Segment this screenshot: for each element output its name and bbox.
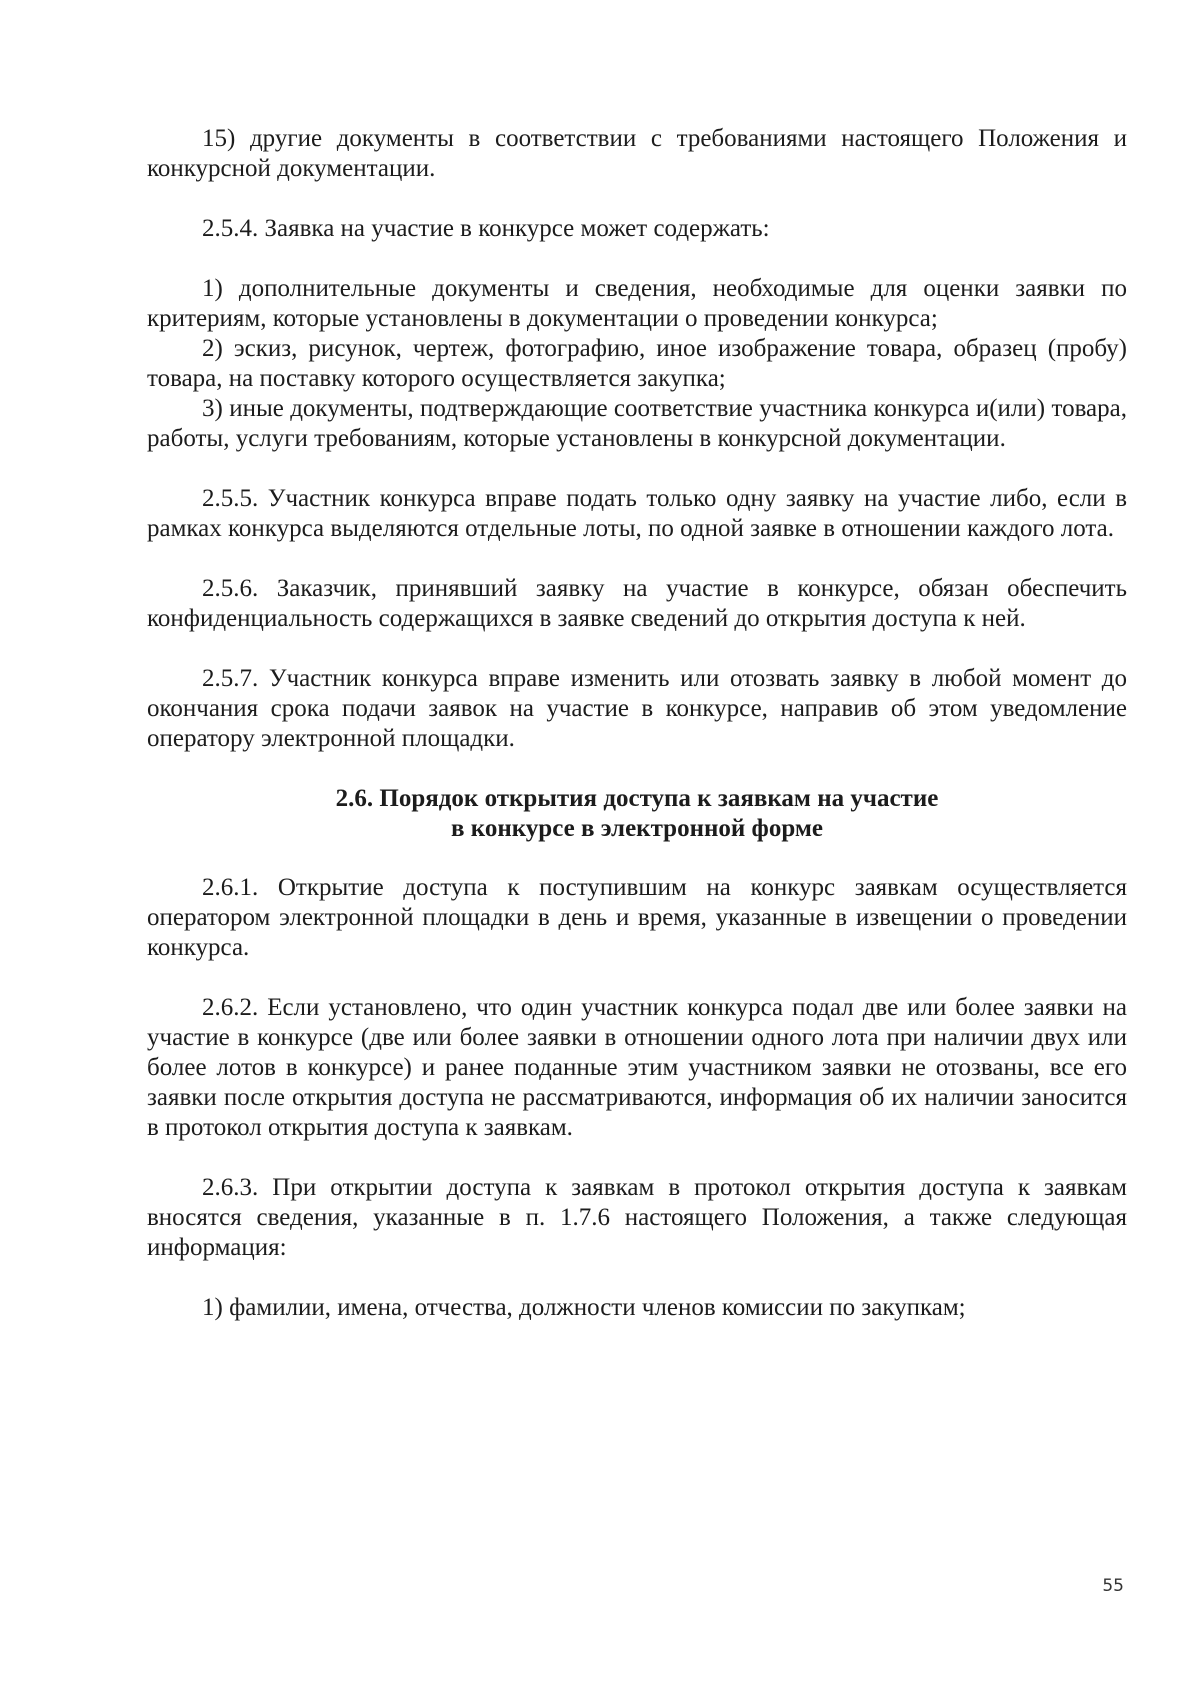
- paragraph: 3) иные документы, подтверждающие соответствие участника конкурса и(или) товара, работы, услуги требованиям, которые установлены в конкурсной документации.: [147, 395, 1127, 452]
- clause-2-5-4-list: [147, 274, 1127, 454]
- clause-2-6-3: [147, 1173, 1127, 1263]
- document-body: [147, 124, 1127, 1353]
- paragraph: 2.6.2. Если установлено, что один участник конкурса подал две или более заявки на участие в конкурсе (две или более заявки в отношении одного лота при наличии двух или более лотов в конкурсе) и ранее поданные этим участником заявки не отозваны, все его заявки после открытия доступа не рассматриваются, информация об их наличии заносится в протокол открытия доступа к заявкам.: [147, 994, 1127, 1141]
- clause-2-6-3-list: [147, 1293, 1127, 1323]
- clause-2-5-5: [147, 484, 1127, 544]
- clause-2-5-4: [147, 214, 1127, 244]
- paragraph: 2.5.6. Заказчик, принявший заявку на участие в конкурсе, обязан обеспечить конфиденциальность содержащихся в заявке сведений до открытия доступа к ней.: [147, 575, 1127, 632]
- page-number: 55: [1102, 1576, 1124, 1596]
- paragraph: 1) дополнительные документы и сведения, необходимые для оценки заявки по критериям, которые установлены в документации о проведении конкурса;: [147, 275, 1127, 332]
- paragraph: 2) эскиз, рисунок, чертеж, фотографию, иное изображение товара, образец (пробу) товара, на поставку которого осуществляется закупка;: [147, 335, 1127, 392]
- paragraph: 2.6.3. При открытии доступа к заявкам в протокол открытия доступа к заявкам вносятся сведения, указанные в п. 1.7.6 настоящего Положения, а также следующая информация:: [147, 1174, 1127, 1261]
- item-15-other-documents: [147, 124, 1127, 184]
- paragraph: 2.5.7. Участник конкурса вправе изменить или отозвать заявку в любой момент до окончания срока подачи заявок на участие в конкурсе, направив об этом уведомление оператору электронной площадки.: [147, 665, 1127, 752]
- paragraph: 2.5.5. Участник конкурса вправе подать только одну заявку на участие либо, если в рамках конкурса выделяются отдельные лоты, по одной заявке в отношении каждого лота.: [147, 485, 1127, 542]
- paragraph: 2.5.4. Заявка на участие в конкурсе может содержать:: [202, 215, 770, 242]
- paragraph: 2.6.1. Открытие доступа к поступившим на конкурс заявкам осуществляется оператором электронной площадки в день и время, указанные в извещении о проведении конкурса.: [147, 874, 1127, 961]
- section-2-6-text: [147, 873, 1127, 1323]
- section-heading-line-2: в конкурсе в электронной форме: [451, 815, 823, 842]
- clause-2-6-1: [147, 873, 1127, 963]
- paragraph: 1) фамилии, имена, отчества, должности членов комиссии по закупкам;: [202, 1294, 966, 1321]
- clause-2-6-2: [147, 993, 1127, 1143]
- clause-2-5-6: [147, 574, 1127, 634]
- clause-2-5-7: [147, 664, 1127, 754]
- section-2-5-text: [147, 124, 1127, 754]
- paragraph: 15) другие документы в соответствии с требованиями настоящего Положения и конкурсной документации.: [147, 125, 1127, 182]
- section-2-6-heading: [147, 784, 1127, 844]
- section-heading-line-1: 2.6. Порядок открытия доступа к заявкам на участие: [335, 785, 939, 812]
